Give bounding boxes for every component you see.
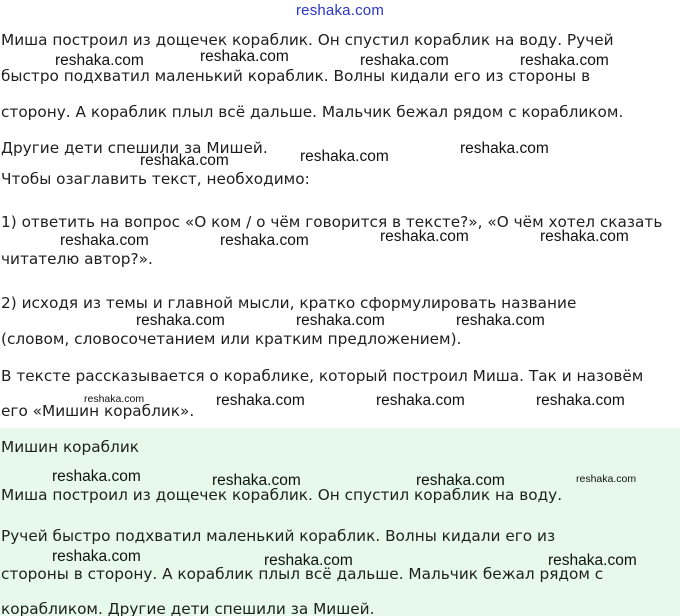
watermark: reshaka.com [84, 393, 145, 405]
watermark: reshaka.com [576, 473, 637, 485]
watermark: reshaka.com [300, 148, 389, 165]
answer-title: Мишин кораблик [1, 438, 140, 456]
watermark: reshaka.com [416, 472, 505, 489]
answer-line-4: корабликом. Другие дети спешили за Мишей. [1, 600, 375, 616]
instruction-step-1-line-1: 1) ответить на вопрос «О ком / о чём говорится в тексте?», «О чём хотел сказать [1, 213, 663, 231]
text-line-1: Миша построил из дощечек кораблик. Он спустил кораблик на воду. Ручей [1, 31, 614, 49]
watermark: reshaka.com [360, 52, 449, 69]
watermark: reshaka.com [264, 552, 353, 569]
instruction-heading: Чтобы озаглавить текст, необходимо: [1, 170, 310, 188]
watermark: reshaka.com [136, 312, 225, 329]
watermark: reshaka.com [52, 468, 141, 485]
site-header-link[interactable]: reshaka.com [295, 2, 385, 19]
watermark: reshaka.com [296, 312, 385, 329]
watermark: reshaka.com [60, 232, 149, 249]
watermark: reshaka.com [548, 552, 637, 569]
watermark: reshaka.com [216, 392, 305, 409]
text-line-4: Другие дети спешили за Мишей. [1, 139, 268, 157]
watermark: reshaka.com [460, 140, 549, 157]
watermark: reshaka.com [140, 152, 229, 169]
instruction-step-1-line-2: читателю автор?». [1, 250, 153, 268]
instruction-step-2-line-1: 2) исходя из темы и главной мысли, кратко сформулировать название [1, 294, 577, 312]
watermark: reshaka.com [456, 312, 545, 329]
answer-line-1: Миша построил из дощечек кораблик. Он спустил кораблик на воду. [1, 486, 563, 504]
watermark: reshaka.com [376, 392, 465, 409]
conclusion-line-2: его «Мишин кораблик». [1, 402, 195, 420]
watermark: reshaka.com [55, 52, 144, 69]
instruction-step-2-line-2: (словом, словосочетанием или кратким предложением). [1, 330, 462, 348]
watermark: reshaka.com [536, 392, 625, 409]
text-line-3: сторону. А кораблик плыл всё дальше. Мальчик бежал рядом с корабликом. [1, 103, 624, 121]
watermark: reshaka.com [212, 472, 301, 489]
answer-line-2: Ручей быстро подхватил маленький кораблик. Волны кидали его из [1, 527, 556, 545]
watermark: reshaka.com [520, 52, 609, 69]
watermark: reshaka.com [220, 232, 309, 249]
watermark: reshaka.com [540, 228, 629, 245]
conclusion-line-1: В тексте рассказывается о кораблике, который построил Миша. Так и назовём [1, 367, 644, 385]
watermark: reshaka.com [200, 48, 289, 65]
watermark: reshaka.com [380, 228, 469, 245]
answer-line-3: стороны в сторону. А кораблик плыл всё дальше. Мальчик бежал рядом с [1, 565, 604, 583]
text-line-2: быстро подхватил маленький кораблик. Волны кидали его из стороны в [1, 67, 591, 85]
watermark: reshaka.com [52, 548, 141, 565]
